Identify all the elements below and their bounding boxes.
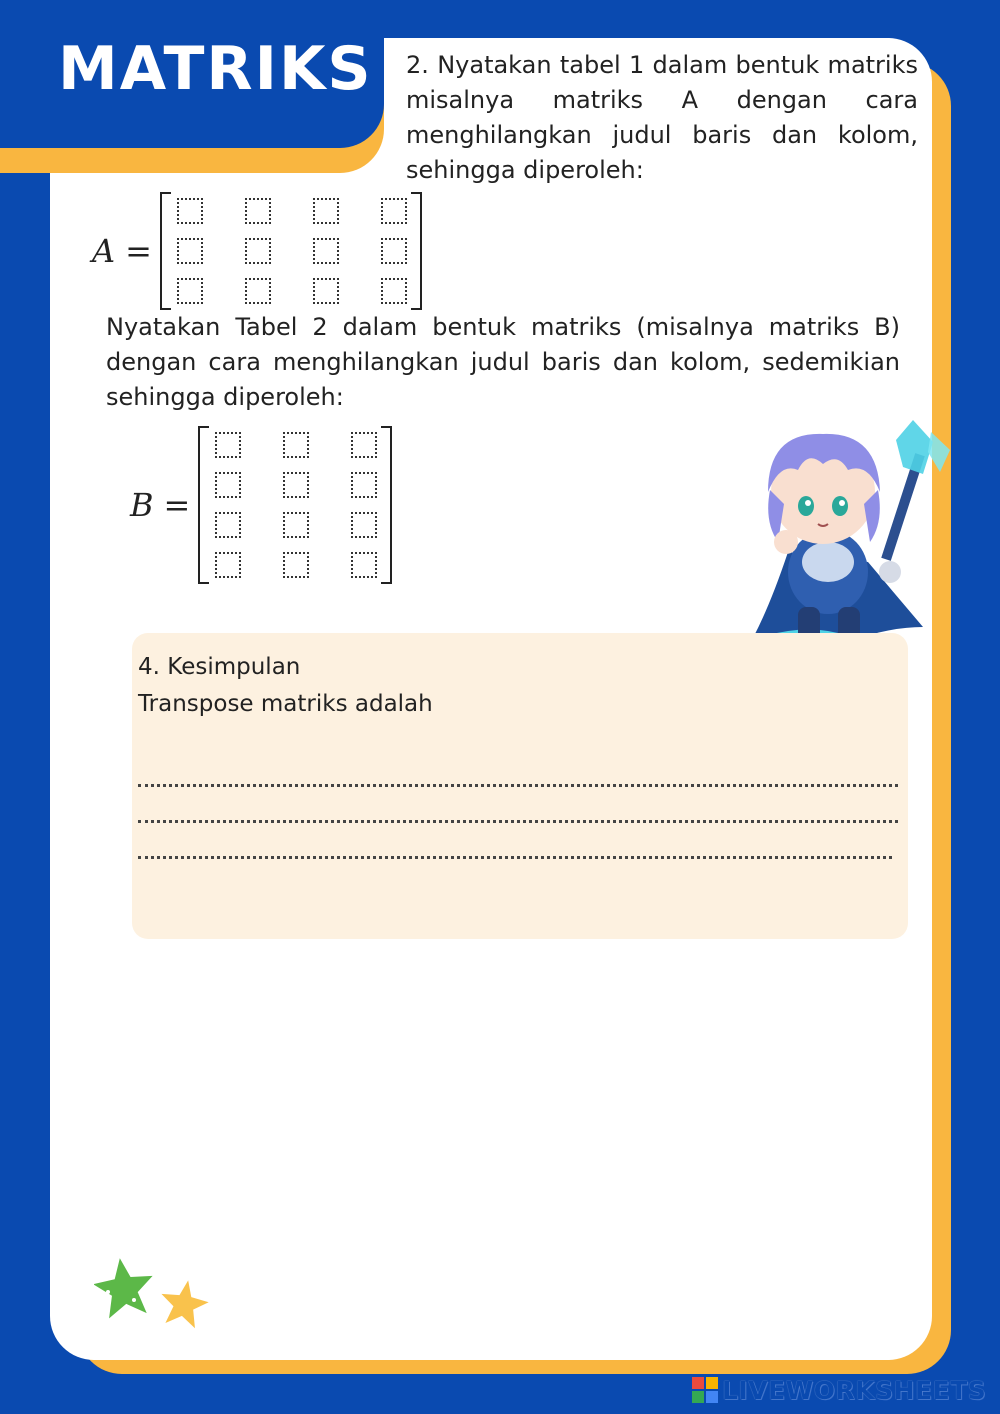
matrix-a-equals: = <box>125 232 152 270</box>
matrix-a-entry-input[interactable] <box>177 238 203 264</box>
answer-line-2[interactable] <box>138 820 898 823</box>
matrix-a-entry-input[interactable] <box>381 238 407 264</box>
matrix-a-entry-input[interactable] <box>313 278 339 304</box>
conclusion-prompt: Transpose matriks adalah <box>138 691 433 717</box>
matrix-b-entry-input[interactable] <box>283 512 309 538</box>
matrix-b-entry-input[interactable] <box>283 432 309 458</box>
matrix-a-grid <box>171 192 411 310</box>
matrix-a <box>92 192 422 310</box>
matrix-a-entry-input[interactable] <box>313 198 339 224</box>
matrix-a-entry-input[interactable] <box>245 238 271 264</box>
matrix-b-left-bracket <box>198 426 209 584</box>
answer-line-3[interactable] <box>138 856 892 859</box>
green-star-icon <box>94 1256 158 1320</box>
matrix-b-right-bracket <box>381 426 392 584</box>
matrix-a-entry-input[interactable] <box>177 278 203 304</box>
matrix-b-grid <box>209 426 381 584</box>
liveworksheets-logo-icon <box>692 1377 718 1403</box>
matrix-b-entry-input[interactable] <box>351 512 377 538</box>
chibi-character-illustration <box>728 412 958 662</box>
footer-brand-text: LIVEWORKSHEETS <box>722 1375 987 1405</box>
matrix-a-entry-input[interactable] <box>177 198 203 224</box>
matrix-a-entry-input[interactable] <box>381 278 407 304</box>
matrix-a-entry-input[interactable] <box>245 278 271 304</box>
section-2-instruction: 2. Nyatakan tabel 1 dalam bentuk matriks misalnya matriks A dengan cara menghilangkan judul baris dan kolom, sehingga diperoleh: <box>406 51 918 184</box>
matrix-b-equals: = <box>163 486 191 524</box>
conclusion-heading: 4. Kesimpulan <box>138 654 301 680</box>
matrix-b-entry-input[interactable] <box>215 512 241 538</box>
matrix-b-entry-input[interactable] <box>283 472 309 498</box>
matrix-b-entry-input[interactable] <box>215 472 241 498</box>
yellow-star-icon <box>157 1276 212 1330</box>
title-banner <box>0 0 384 148</box>
answer-line-1[interactable] <box>138 784 898 787</box>
footer-branding <box>692 1374 986 1406</box>
matrix-b-entry-input[interactable] <box>351 472 377 498</box>
matrix-a-entry-input[interactable] <box>313 238 339 264</box>
matrix-b-entry-input[interactable] <box>351 432 377 458</box>
matrix-b-entry-input[interactable] <box>215 552 241 578</box>
matrix-b-entry-input[interactable] <box>215 432 241 458</box>
section-b-instruction: Nyatakan Tabel 2 dalam bentuk matriks (misalnya matriks B) dengan cara menghilangkan judul baris dan kolom, sedemikian sehingga diperoleh: <box>106 313 900 411</box>
matrix-b-entry-input[interactable] <box>351 552 377 578</box>
matrix-b <box>130 426 392 584</box>
page-title: MATRIKS <box>58 34 373 104</box>
matrix-a-left-bracket <box>160 192 171 310</box>
matrix-a-entry-input[interactable] <box>245 198 271 224</box>
matrix-b-entry-input[interactable] <box>283 552 309 578</box>
matrix-a-label: A <box>92 232 116 270</box>
stars-decoration <box>94 1256 218 1336</box>
matrix-a-entry-input[interactable] <box>381 198 407 224</box>
matrix-b-label: B <box>130 486 154 524</box>
matrix-a-right-bracket <box>411 192 422 310</box>
